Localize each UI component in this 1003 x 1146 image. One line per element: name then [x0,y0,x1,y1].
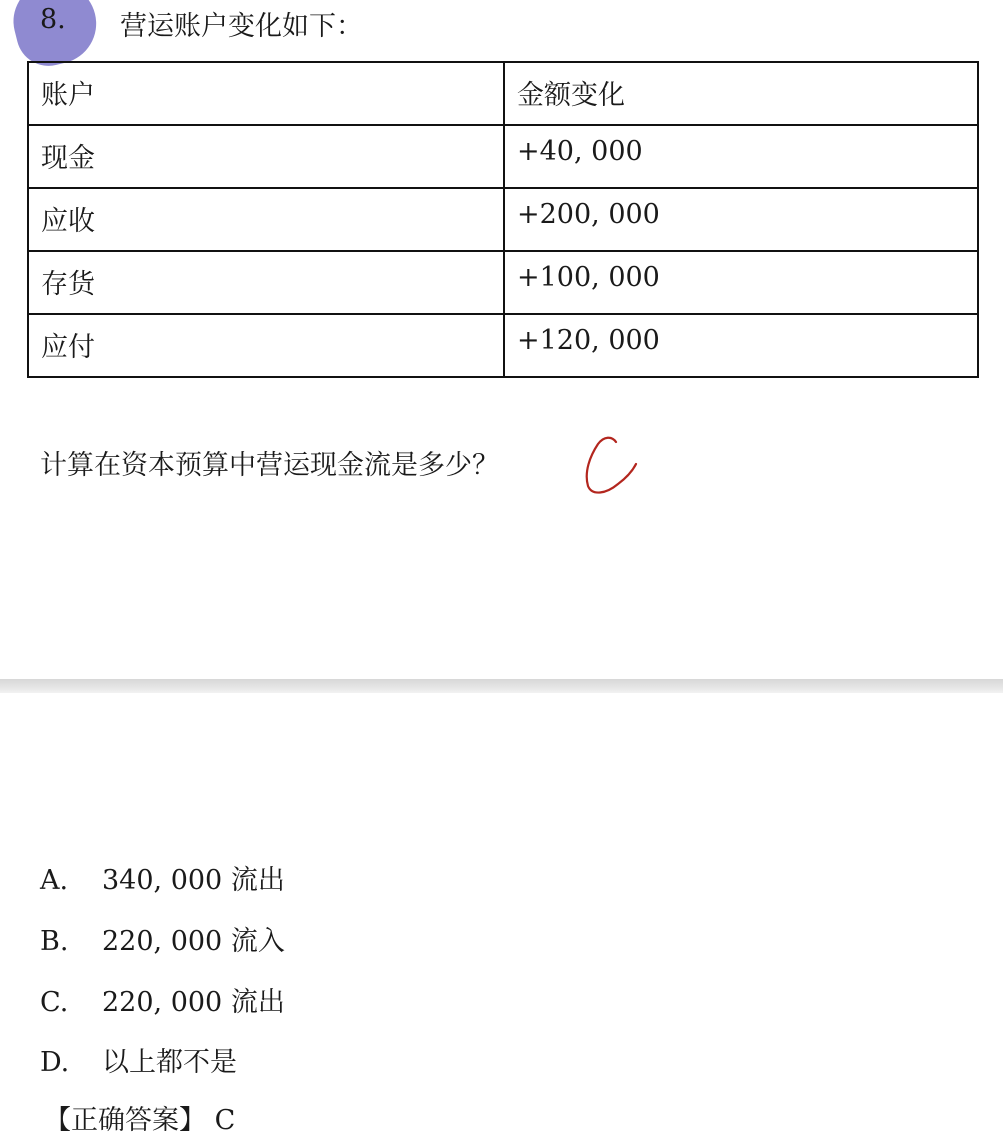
option-letter: D. [40,1047,70,1078]
option-c[interactable] [40,980,285,1019]
question-number: 8. [40,4,66,35]
option-text: 340, 000 流出 [102,865,285,896]
table-header-cell: 账户 [28,62,504,125]
option-letter: C. [40,987,69,1018]
table-cell: 应收 [28,188,504,251]
correct-answer-value: C [214,1105,236,1136]
table-cell: 存货 [28,251,504,314]
option-text: 220, 000 流出 [102,987,285,1018]
account-changes-table [27,61,979,378]
option-text: 220, 000 流入 [102,926,285,957]
option-text: 以上都不是 [102,1047,237,1078]
handwritten-c-mark [578,432,642,502]
option-a[interactable] [40,858,285,897]
correct-answer-label: 【正确答案】 [44,1105,206,1136]
question-title: 营运账户变化如下： [120,11,363,42]
table-header-cell: 金额变化 [504,62,978,125]
table-cell: 现金 [28,125,504,188]
page-divider [0,679,1003,693]
option-d[interactable] [40,1040,237,1079]
option-letter: A. [40,865,69,896]
table-row [28,125,978,188]
option-letter: B. [40,926,69,957]
table-row [28,251,978,314]
question-prompt: 计算在资本预算中营运现金流是多少？ [40,450,499,481]
table-cell: +120, 000 [504,314,978,377]
option-b[interactable] [40,919,285,958]
correct-answer [44,1098,235,1137]
table-cell: +40, 000 [504,125,978,188]
table-cell: +200, 000 [504,188,978,251]
table-row [28,188,978,251]
table-row [28,314,978,377]
table-cell: +100, 000 [504,251,978,314]
table-header-row [28,62,978,125]
table-cell: 应付 [28,314,504,377]
